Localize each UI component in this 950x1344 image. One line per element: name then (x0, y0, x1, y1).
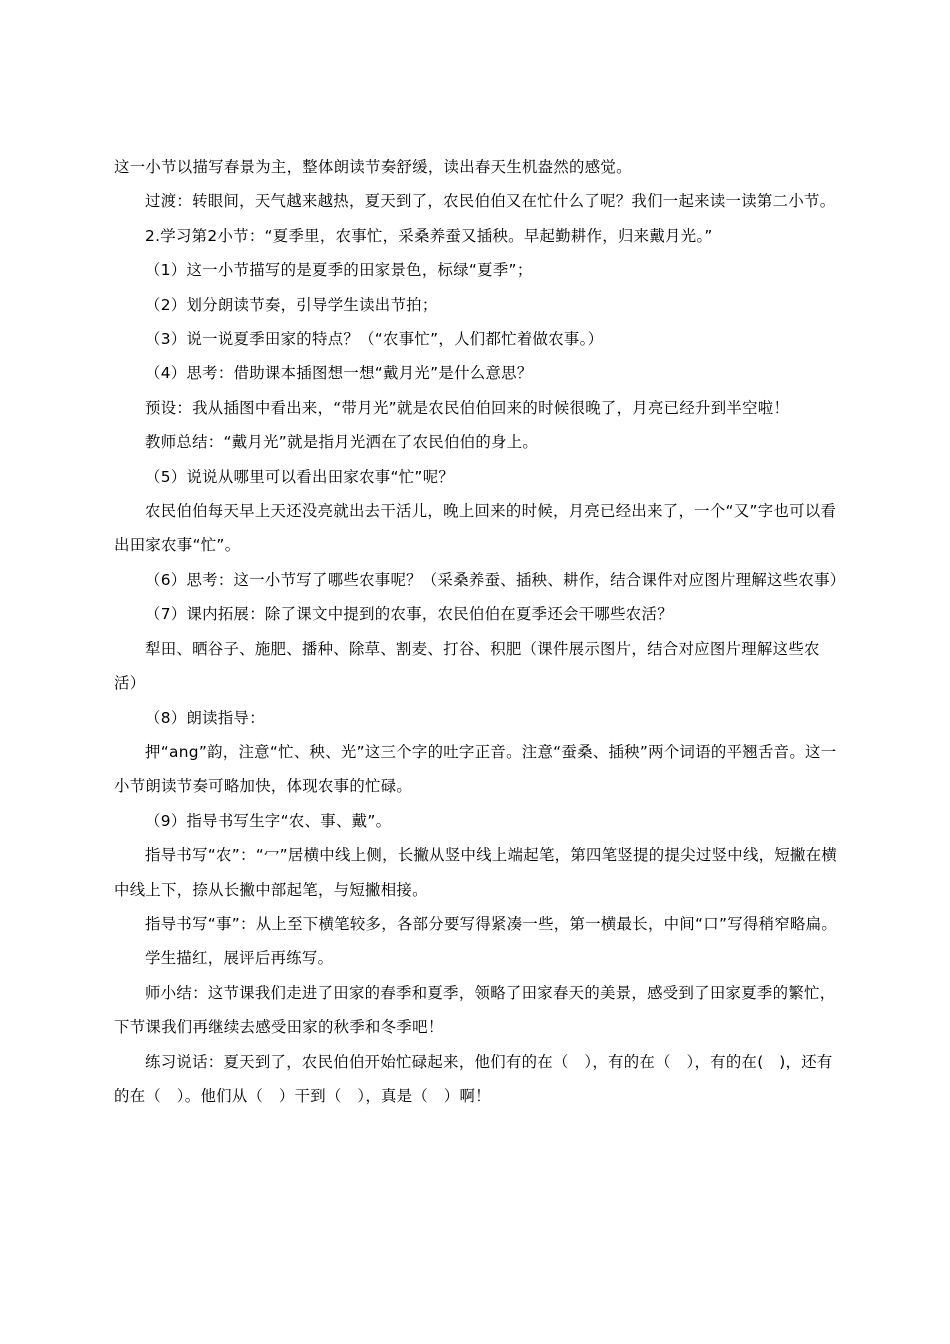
paragraph-teacher-summary: 教师总结：“戴月光”就是指月光洒在了农民伯伯的身上。 (145, 433, 539, 452)
paragraph-trace-practice: 学生描红，展评后再练写。 (145, 949, 334, 968)
paragraph-farmer-busy: 农民伯伯每天早上天还没亮就出去干活儿，晚上回来的时候，月亮已经出来了，一个“又”字也可以看出田家农事“忙”。 (114, 502, 837, 555)
paragraph-step-6: （6）思考：这一小节写了哪些农事呢？（采桑养蚕、插秧、耕作，结合课件对应图片理解这些农事） (145, 570, 846, 589)
paragraph-speaking-practice: 练习说话：夏天到了，农民伯伯开始忙碌起来，他们有的在（ ），有的在（ ），有的在( )，还有的在（ ）。他们从（ ）干到（ ），真是（ ）啊！ (114, 1052, 833, 1105)
paragraph-transition: 过渡：转眼间，天气越来越热，夏天到了，农民伯伯又在忙什么了呢？我们一起来读一读第二小节。 (145, 192, 836, 211)
paragraph-lesson-summary: 师小结：这节课我们走进了田家的春季和夏季，领略了田家春天的美景，感受到了田家夏季的繁忙，下节课我们再继续去感受田家的秋季和冬季吧！ (114, 983, 836, 1037)
paragraph-step-5: （5）说说从哪里可以看出田家农事“忙”呢？ (145, 467, 455, 486)
paragraph-step-7: （7）课内拓展：除了课文中提到的农事，农民伯伯在夏季还会干哪些农活？ (145, 605, 673, 624)
paragraph-preset: 预设：我从插图中看出来，“带月光”就是农民伯伯回来的时候很晚了，月亮已经升到半空啦！ (145, 398, 790, 417)
paragraph-step-2: （2）划分朗读节奏，引导学生读出节拍； (145, 295, 438, 314)
paragraph-step-1: （1）这一小节描写的是夏季的田家景色，标绿“夏季”； (145, 261, 533, 280)
paragraph-spring-summary: 这一小节以描写春景为主，整体朗读节奏舒缓，读出春天生机盎然的感觉。 (114, 158, 632, 176)
paragraph-write-nong: 指导书写“农”：“冖”居横中线上侧，长撇从竖中线上端起笔，第四笔竖提的提尖过竖中线，短撇在横中线上下，捺从长撇中部起笔，与短撇相接。 (114, 846, 838, 899)
paragraph-step-8: （8）朗读指导： (145, 708, 265, 727)
paragraph-write-shi: 指导书写“事”：从上至下横笔较多，各部分要写得紧凑一些，第一横最长，中间“口”写得稍窄略扁。 (145, 914, 838, 933)
paragraph-step-9: （9）指导书写生字“农、事、戴”。 (145, 811, 392, 830)
paragraph-farm-work-list: 犁田、晒谷子、施肥、播种、除草、割麦、打谷、积肥（课件展示图片，结合对应图片理解这些农活） (114, 639, 820, 693)
paragraph-step-3: （3）说一说夏季田家的特点？（“农事忙”，人们都忙着做农事。） (145, 330, 604, 349)
paragraph-section2-heading: 2.学习第2小节：“夏季里，农事忙，采桑养蚕又插秧。早起勤耕作，归来戴月光。” (145, 226, 713, 245)
document-body (114, 150, 846, 1113)
paragraph-rhyme-guide: 押“ang”韵，注意“忙、秧、光”这三个字的吐字正音。注意“蚕桑、插秧”两个词语的平翘舌音。这一小节朗读节奏可略加快，体现农事的忙碌。 (114, 742, 837, 796)
paragraph-step-4: （4）思考：借助课本插图想一想“戴月光”是什么意思？ (145, 364, 533, 383)
